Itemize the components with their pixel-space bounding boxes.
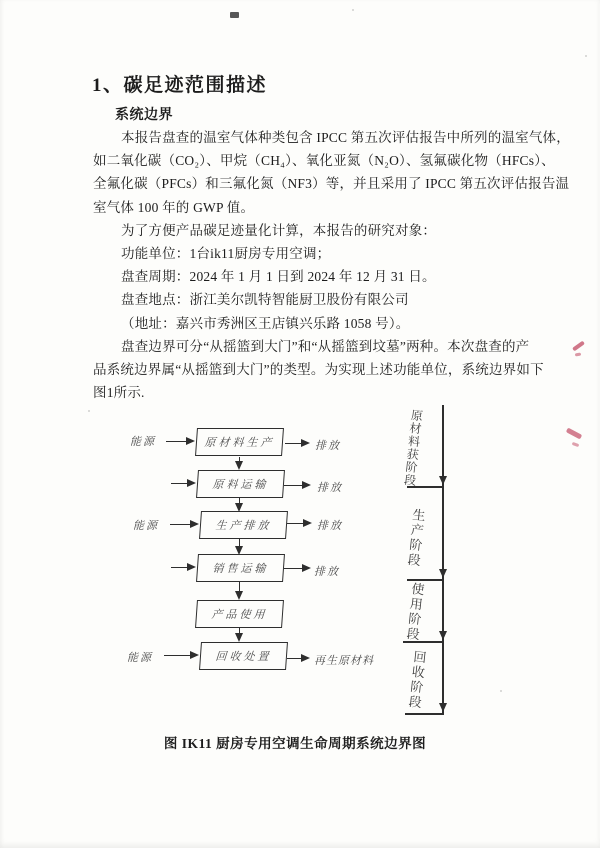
recycled-material-output-label: 再生原材料	[314, 655, 374, 667]
red-pen-mark	[566, 428, 582, 440]
arrow-right-icon	[171, 567, 188, 568]
emission-output-label: 排放	[317, 520, 343, 532]
arrow-down-icon	[239, 498, 240, 504]
section-subheading: 系统边界	[115, 108, 173, 123]
arrow-right-icon	[164, 655, 191, 656]
body-line: 图1所示.	[93, 385, 145, 401]
body-line: 盘查周期：2024 年 1 月 1 日到 2024 年 12 月 31 日。	[121, 269, 436, 285]
scan-speck	[230, 12, 239, 18]
body-line: 盘查边界可分“从摇篮到大门”和“从摇篮到坟墓”两种。本次盘查的产	[121, 338, 530, 354]
arrow-right-icon	[287, 658, 302, 659]
process-box-product-use: 产品使用	[195, 600, 284, 628]
scan-speckle	[500, 690, 502, 692]
arrow-right-icon	[284, 485, 303, 486]
arrow-right-icon	[287, 523, 304, 524]
scan-speckle	[88, 410, 90, 412]
body-line: 盘查地点：浙江美尔凯特智能厨卫股份有限公司	[121, 292, 409, 308]
red-pen-mark	[572, 341, 585, 352]
red-pen-mark	[572, 442, 580, 447]
body-line: 本报告盘查的温室气体种类包含 IPCC 第五次评估报告中所列的温室气体，	[121, 130, 570, 145]
process-box-sales-transport: 销售运输	[196, 554, 285, 582]
body-line: 品系统边界属“从摇篮到大门”的类型。为实现上述功能单位，系统边界如下	[93, 361, 544, 377]
arrow-right-icon	[166, 441, 187, 442]
arrow-down-icon	[239, 582, 240, 592]
emission-output-label: 排放	[317, 482, 343, 494]
process-box-production: 生产排放	[199, 511, 288, 539]
energy-input-label: 能源	[127, 652, 153, 664]
arrow-down-icon	[439, 476, 447, 485]
body-line: 如二氧化碳（CO₂）、甲烷（CH₄）、氧化亚氮（N₂O）、氢氟碳化物（HFCs）、	[93, 153, 555, 169]
arrow-down-icon	[439, 703, 447, 712]
body-line: （地址：嘉兴市秀洲区王店镇兴乐路 1058 号）。	[121, 315, 410, 331]
arrow-right-icon	[285, 443, 302, 444]
page-title: 1、碳足迹范围描述	[92, 75, 268, 96]
energy-input-label: 能源	[130, 436, 156, 448]
stage-label-recycle: 回收阶段	[405, 649, 428, 711]
emission-output-label: 排放	[315, 440, 341, 452]
stage-boundary-tick	[407, 579, 443, 581]
scan-speckle	[352, 9, 354, 11]
process-box-raw-material-transport: 原料运输	[196, 470, 285, 498]
body-line: 室气体 100 年的 GWP 值。	[93, 199, 255, 215]
stage-label-use: 使用阶段	[403, 581, 426, 643]
stage-boundary-tick	[405, 713, 443, 715]
body-line: 全氟化碳（PFCs）和三氟化氮（NF3）等，并且采用了 IPCC 第五次评估报告温	[93, 176, 570, 192]
stage-label-production: 生产阶段	[404, 507, 427, 569]
scan-speckle	[585, 55, 587, 57]
process-box-recycle-disposal: 回收处置	[199, 642, 288, 670]
arrow-right-icon	[171, 483, 188, 484]
arrow-right-icon	[284, 568, 303, 569]
arrow-down-icon	[239, 628, 240, 634]
arrow-down-icon	[439, 569, 447, 578]
red-pen-mark	[575, 353, 581, 357]
arrow-right-icon	[170, 524, 191, 525]
body-text	[93, 126, 570, 404]
emission-output-label: 排放	[314, 566, 340, 578]
body-line: 为了方便产品碳足迹量化计算，本报告的研究对象：	[121, 222, 437, 238]
energy-input-label: 能源	[133, 520, 159, 532]
arrow-down-icon	[239, 457, 240, 462]
process-box-raw-material-production: 原材料生产	[195, 428, 284, 456]
body-line: 功能单位：1台ik11厨房专用空调；	[121, 245, 331, 261]
arrow-down-icon	[239, 539, 240, 547]
stage-label-raw-material-acquisition: 原材料获阶段	[401, 408, 425, 488]
arrow-down-icon	[439, 631, 447, 640]
stage-axis-line	[442, 405, 444, 715]
figure-caption: 图 IK11 厨房专用空调生命周期系统边界图	[163, 736, 427, 751]
